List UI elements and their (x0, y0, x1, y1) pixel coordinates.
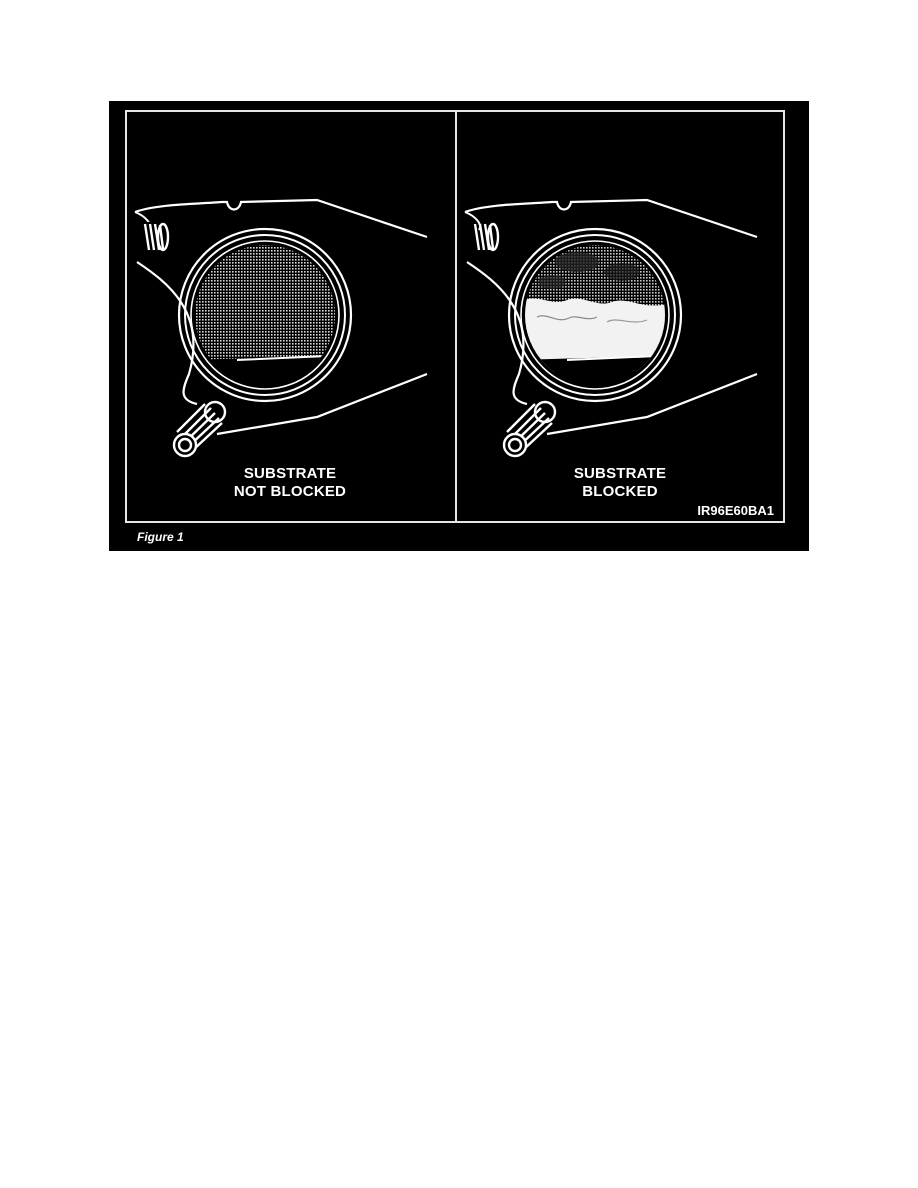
caption-blocked (520, 465, 720, 501)
figure-illustration (109, 101, 809, 551)
caption-line: SUBSTRATE (573, 465, 667, 482)
lower-stud-icon (504, 402, 555, 456)
figure-label: Figure 1 (137, 530, 184, 544)
caption-line: SUBSTRATE (243, 465, 337, 482)
caption-line: NOT BLOCKED (233, 483, 347, 500)
upper-stud-icon (135, 222, 168, 252)
substrate-blocked-drawing (457, 112, 785, 521)
caption-line: BLOCKED (582, 483, 658, 500)
caption-not-blocked (190, 465, 390, 501)
lower-stud-icon (174, 402, 225, 456)
upper-stud-icon (475, 224, 498, 250)
figure-reference-code: IR96E60BA1 (697, 503, 774, 518)
substrate-not-blocked-drawing (127, 112, 455, 521)
